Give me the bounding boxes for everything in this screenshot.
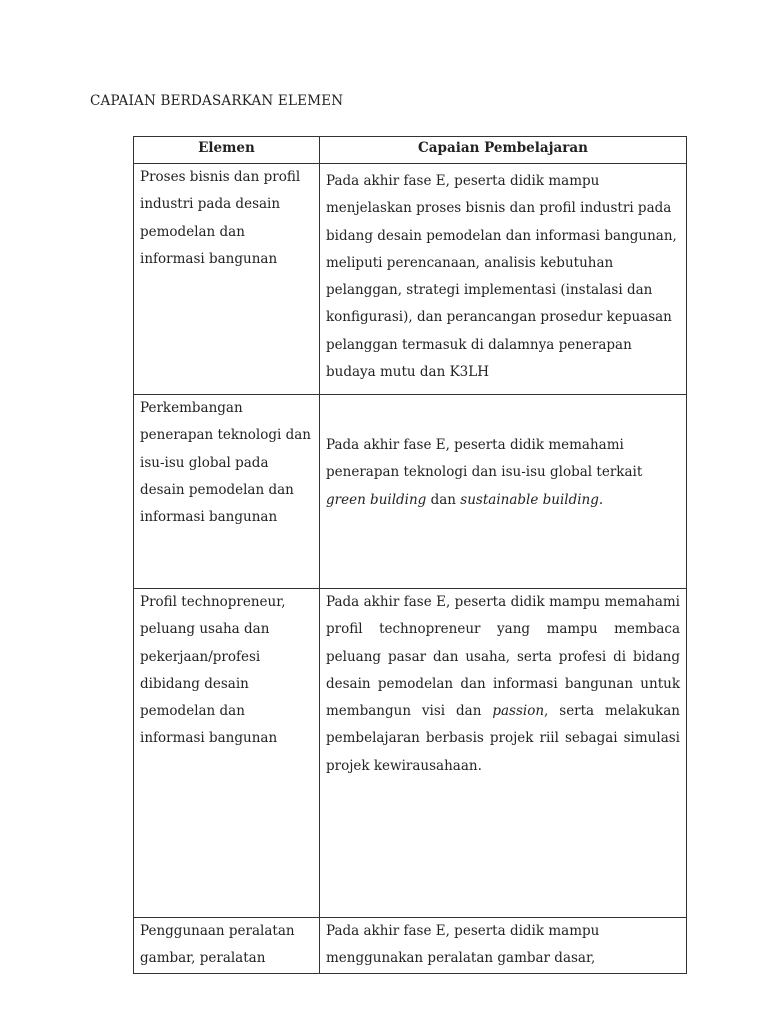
outcome-text: Pada akhir fase E, peserta didik memahami penerapan teknologi dan isu-isu global terkait <box>326 437 643 481</box>
outcome-cell: Pada akhir fase E, peserta didik mampu menggunakan peralatan gambar dasar, <box>320 918 687 974</box>
element-cell: Penggunaan peralatan gambar, peralatan <box>134 918 320 974</box>
outcome-text: Pada akhir fase E, peserta didik mampu memahami profil technopreneur yang mampu membaca peluang pasar dan usaha, serta profesi di bidang desain pemodelan dan informasi bangunan untuk membangun visi dan <box>326 594 680 720</box>
outcome-cell <box>320 589 687 918</box>
outcome-emphasis: sustainable building <box>460 491 599 508</box>
element-cell: Profil technopreneur, peluang usaha dan pekerjaan/profesi dibidang desain pemodelan dan informasi bangunan <box>134 589 320 918</box>
table-row <box>134 918 687 974</box>
outcome-emphasis: green building <box>326 491 427 508</box>
table-header-row <box>134 137 687 164</box>
outcome-cell: Pada akhir fase E, peserta didik mampu menjelaskan proses bisnis dan profil industri pada bidang desain pemodelan dan informasi bangunan, meliputi perencanaan, analisis kebutuhan pelanggan, strategi implementasi (instalasi dan konfigurasi), dan perancangan prosedur kepuasan pelanggan termasuk di dalamnya penerapan budaya mutu dan K3LH <box>320 164 687 395</box>
table-row <box>134 395 687 589</box>
outcome-cell <box>320 395 687 589</box>
table-row <box>134 589 687 918</box>
column-header-elemen: Elemen <box>134 137 320 164</box>
element-cell: Proses bisnis dan profil industri pada desain pemodelan dan informasi bangunan <box>134 164 320 395</box>
table-row <box>134 164 687 395</box>
section-heading: CAPAIAN BERDASARKAN ELEMEN <box>90 93 344 109</box>
outcome-text: , serta melakukan pembelajaran berbasis projek riil sebagai simulasi projek kewirausahaan. <box>326 703 680 774</box>
learning-outcomes-table <box>133 136 687 974</box>
column-header-capaian: Capaian Pembelajaran <box>320 137 687 164</box>
element-cell: Perkembangan penerapan teknologi dan isu-isu global pada desain pemodelan dan informasi bangunan <box>134 395 320 589</box>
outcome-text: . <box>598 491 604 508</box>
outcome-text: dan <box>426 491 461 508</box>
outcome-emphasis: passion <box>492 703 545 720</box>
